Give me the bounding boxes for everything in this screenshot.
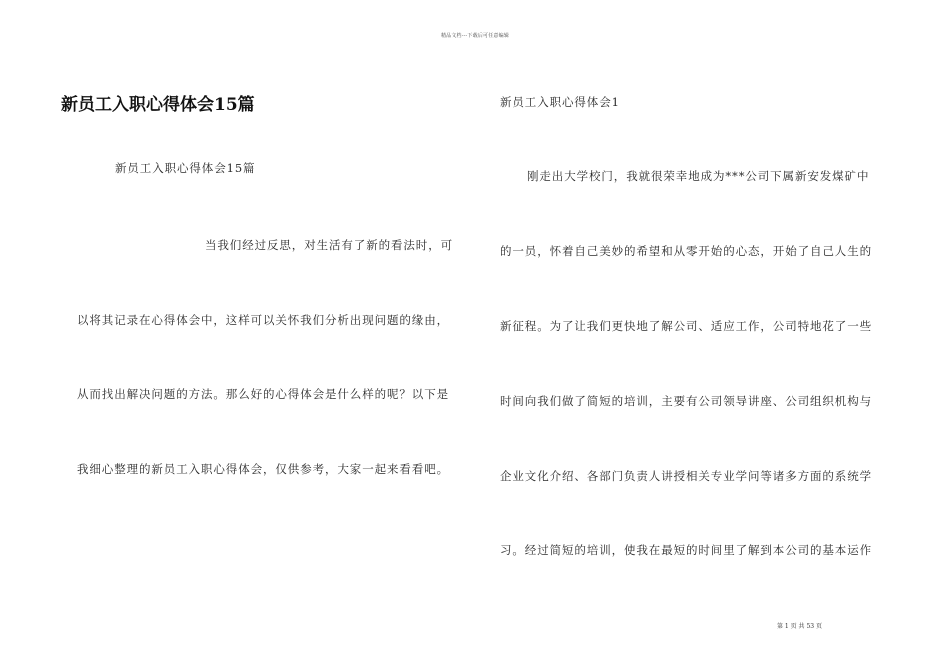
document-title: 新员工入职心得体会15篇 [61, 95, 255, 115]
body-line: 企业文化介绍、各部门负责人讲授相关专业学问等诸多方面的系统学 [500, 469, 872, 483]
body-line: 从而找出解决问题的方法。那么好的心得体会是什么样的呢？以下是 [77, 387, 449, 401]
body-line: 习。经过简短的培训，使我在最短的时间里了解到本公司的基本运作 [500, 543, 872, 557]
body-line: 以将其记录在心得体会中，这样可以关怀我们分析出现问题的缘由， [77, 313, 449, 327]
section-heading: 新员工入职心得体会1 [500, 95, 620, 109]
body-line: 时间向我们做了简短的培训，主要有公司领导讲座、公司组织机构与 [500, 394, 872, 408]
body-line: 我细心整理的新员工入职心得体会，仅供参考，大家一起来看看吧。 [77, 462, 449, 476]
body-line: 刚走出大学校门，我就很荣幸地成为***公司下属新安发煤矿中 [527, 169, 870, 183]
subtitle-line: 新员工入职心得体会15篇 [115, 161, 256, 175]
page-header-note: 精品文档---下载后可任意编辑 [440, 33, 510, 39]
body-line: 的一员，怀着自己美妙的希望和从零开始的心态，开始了自己人生的 [500, 244, 872, 258]
body-line: 当我们经过反思，对生活有了新的看法时，可 [205, 238, 453, 252]
page-number: 第 1 页 共 53 页 [777, 623, 822, 630]
body-line: 新征程。为了让我们更快地了解公司、适应工作，公司特地花了一些 [500, 319, 872, 333]
